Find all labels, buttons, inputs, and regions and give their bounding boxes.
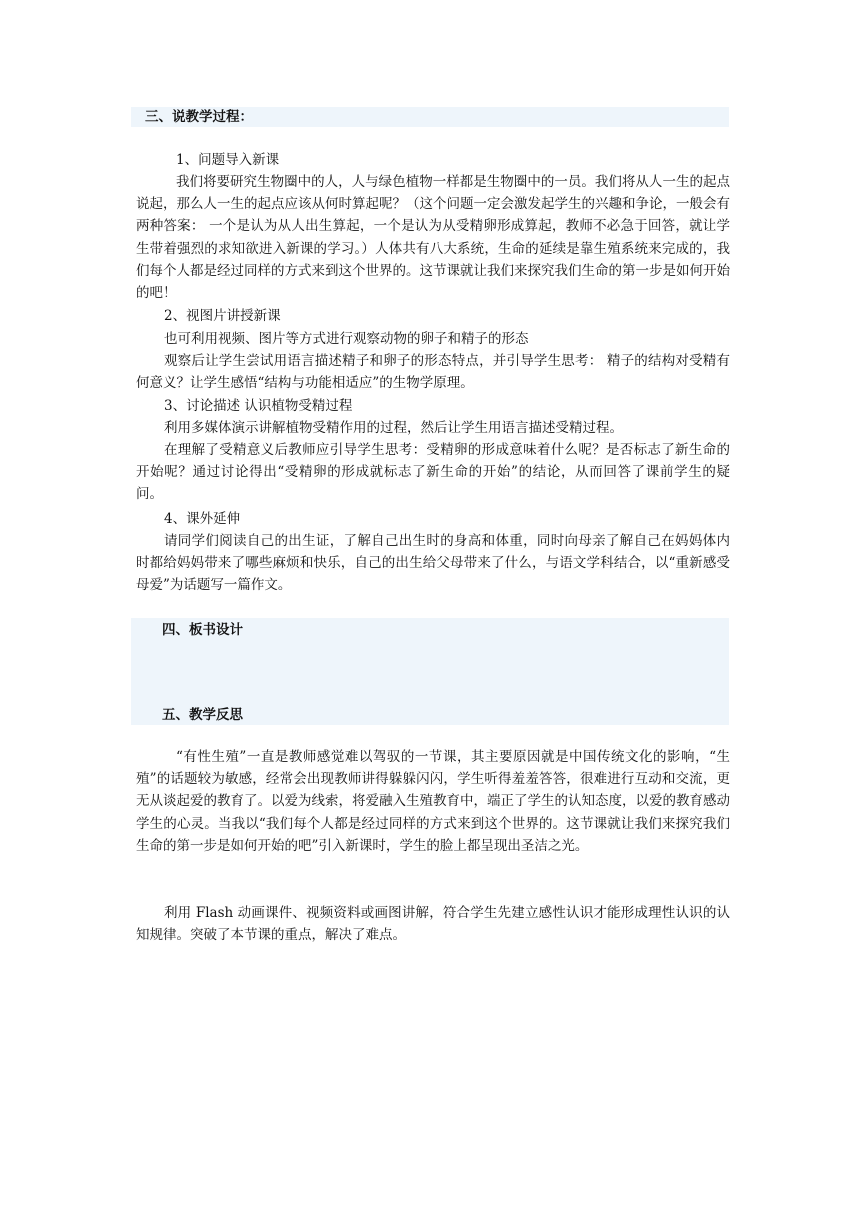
paragraph: 利用 Flash 动画课件、视频资料或画图讲解，符合学生先建立感性认识才能形成理性认识的认知规律。突破了本节课的重点，解决了难点。 (136, 905, 730, 944)
subsection-title: 4、课外延伸 (164, 511, 241, 527)
paragraph: “有性生殖”一直是教师感觉难以驾驭的一节课，其主要原因就是中国传统文化的影响，“生殖”的话题较为敏感，经常会出现教师讲得躲躲闪闪，学生听得羞羞答答，很难进行互动和交流，更无从谈起爱的教育了。以爱为线索，将爱融入生殖教育中，端正了学生的认知态度，以爱的教育感动学生的心灵。当我以“我们每个人都是经过同样的方式来到这个世界的。这节课就让我们来探究我们生命的第一步是如何开始的吧”引入新课时，学生的脸上都呈现出圣洁之光。 (136, 749, 730, 854)
paragraph: 我们将要研究生物圈中的人，人与绿色植物一样都是生物圈中的一员。我们将从人一生的起点说起，那么人一生的起点应该从何时算起呢？（这个问题一定会激发起学生的兴趣和争论，一般会有两种答案： 一个是认为从人出生算起，一个是认为从受精卵形成算起，教师不必急于回答，就让学生带着强烈的求知欲进入新课的学习。）人体共有八大系统，生命的延续是靠生殖系统来完成的，我们每个人都是经过同样的方式来到这个世界的。这节课就让我们来探究我们生命的第一步是如何开始的吧！ (136, 174, 730, 302)
paragraph: 在理解了受精意义后教师应引导学生思考：受精卵的形成意味着什么呢？是否标志了新生命的开始呢？通过讨论得出“受精卵的形成就标志了新生命的开始”的结论，从而回答了课前学生的疑问。 (136, 442, 730, 503)
subsection-title: 1、问题导入新课 (176, 152, 280, 168)
paragraph: 请同学们阅读自己的出生证，了解自己出生时的身高和体重，同时向母亲了解自己在妈妈体内时都给妈妈带来了哪些麻烦和快乐，自己的出生给父母带来了什么，与语文学科结合，以“重新感受母爱”为话题写一篇作文。 (136, 533, 730, 594)
section-heading: 四、板书设计 (162, 622, 243, 638)
paragraph: 观察后让学生尝试用语言描述精子和卵子的形态特点，并引导学生思考： 精子的结构对受精有何意义？让学生感悟“结构与功能相适应”的生物学原理。 (136, 353, 730, 392)
subsection-title: 2、视图片讲授新课 (164, 308, 281, 324)
subsection-title: 3、讨论描述 认识植物受精过程 (164, 398, 353, 414)
section-heading: 三、说教学过程： (145, 109, 253, 125)
section-heading: 五、教学反思 (162, 707, 243, 723)
paragraph: 也可利用视频、图片等方式进行观察动物的卵子和精子的形态 (164, 331, 529, 347)
paragraph: 利用多媒体演示讲解植物受精作用的过程，然后让学生用语言描述受精过程。 (164, 420, 623, 436)
